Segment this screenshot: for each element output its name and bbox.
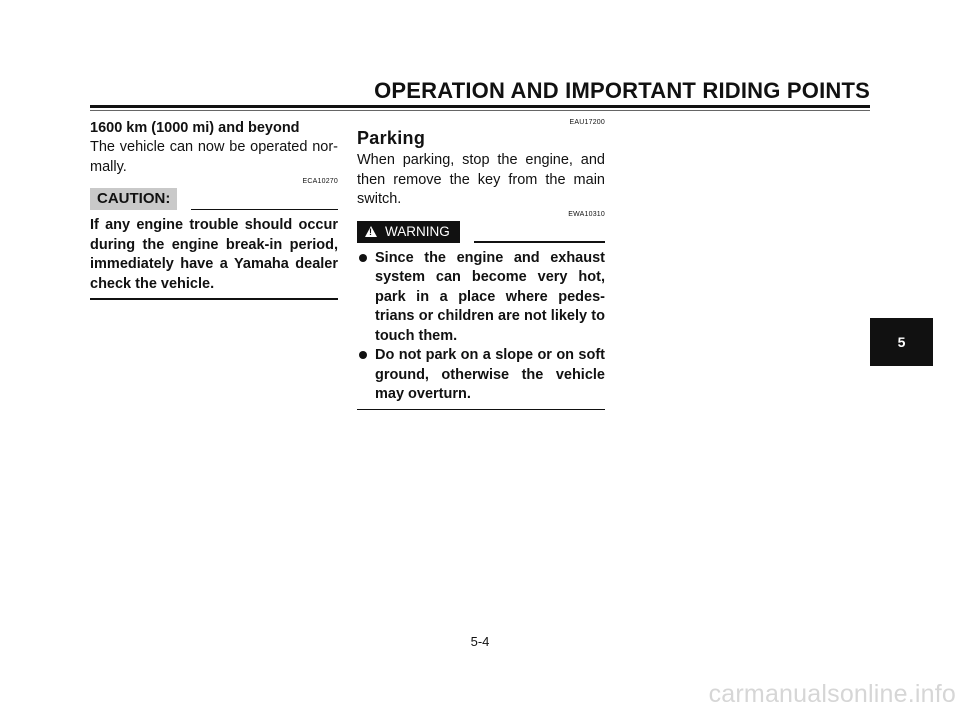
caution-code: ECA10270 <box>302 178 338 185</box>
break-in-body: The vehicle can now be operated nor-mally. <box>90 139 338 175</box>
warning-label-rule <box>474 241 605 243</box>
warning-label-text: WARNING <box>385 223 450 239</box>
caution-text: If any engine trouble should occur during the engine break-in period, immediately have a Yamaha dealer check the vehicle. <box>90 217 338 292</box>
caution-label-row <box>90 188 338 210</box>
warning-code: EWA10310 <box>568 210 605 218</box>
caution-label-rule <box>191 209 338 211</box>
chapter-tab: 5 <box>870 318 933 366</box>
warning-list-item <box>357 346 605 405</box>
break-in-subheading: 1600 km (1000 mi) and beyond <box>90 120 300 136</box>
warning-end-rule <box>357 409 605 411</box>
bullet-icon <box>359 254 367 262</box>
header-rule-thin <box>90 110 870 111</box>
caution-label: CAUTION: <box>90 188 177 210</box>
parking-body: When parking, stop the engine, and then remove the key from the main switch. <box>357 152 605 207</box>
right-column <box>357 118 605 410</box>
warning-label <box>357 221 460 243</box>
warning-label-row <box>357 221 605 243</box>
page-number: 5-4 <box>470 634 490 649</box>
parking-section-title: Parking <box>357 128 426 148</box>
site-watermark: carmanualsonline.info <box>708 680 956 708</box>
warning-list-item <box>357 249 605 347</box>
warning-triangle-icon <box>365 226 377 237</box>
parking-section-code: EAU17200 <box>569 119 605 126</box>
bullet-icon <box>359 351 367 359</box>
left-column <box>90 118 338 300</box>
warning-list <box>357 249 605 405</box>
caution-end-rule <box>90 298 338 300</box>
header-rule <box>90 105 870 108</box>
page-header-title: OPERATION AND IMPORTANT RIDING POINTS <box>374 78 870 103</box>
warning-item-text: Since the engine and exhaust system can become very hot, park in a place where pedes-trians or children are not likely to touch them. <box>375 249 605 344</box>
warning-item-text: Do not park on a slope or on soft ground, otherwise the vehicle may overturn. <box>375 347 605 402</box>
